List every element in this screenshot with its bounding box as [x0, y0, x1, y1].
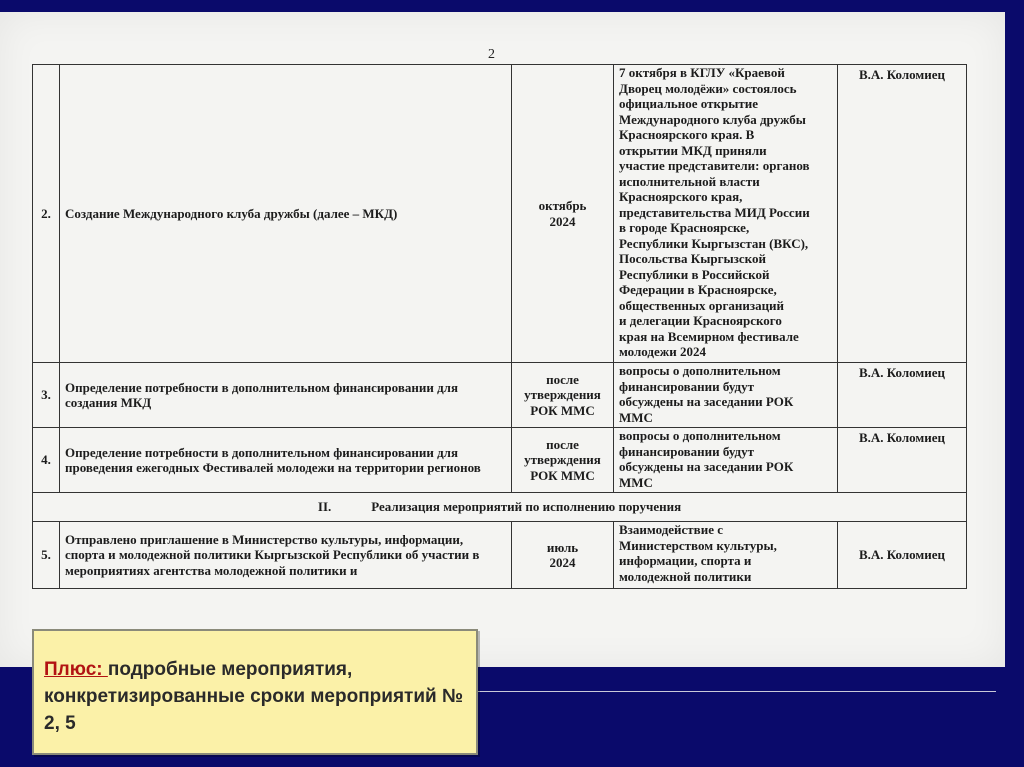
result-line: и делегации Красноярского: [619, 313, 782, 328]
term-line: утверждения: [524, 387, 601, 403]
table-row: [33, 522, 967, 589]
row-number: 4.: [33, 428, 60, 493]
result-line: информации, спорта и: [619, 553, 752, 568]
result-line: ММС: [619, 474, 653, 490]
section-title: Реализация мероприятий по исполнению поручения: [371, 499, 682, 515]
section-header: [33, 493, 967, 522]
result-line: 7 октября в КГЛУ «Краевой: [619, 65, 785, 80]
result-line: Международного клуба дружбы: [619, 111, 806, 127]
row-number: 5.: [33, 522, 60, 589]
result-cell: [614, 363, 838, 428]
table-row: [33, 363, 967, 428]
result-line: открытии МКД приняли: [619, 142, 767, 158]
event-cell: Определение потребности в дополнительном финансировании для проведения ежегодных Фестивалей молодежи на территории регионов: [60, 428, 512, 493]
result-line: исполнительной власти: [619, 173, 760, 189]
event-cell: Отправлено приглашение в Министерство культуры, информации, спорта и молодежной политики Кыргызской Республики об участии в мероприятиях агентства молодежной политики и: [60, 522, 512, 589]
result-line: Федерации в Красноярске,: [619, 282, 777, 297]
page-number: 2: [488, 47, 495, 62]
term-line: июль: [546, 539, 579, 555]
responsible-cell: В.А. Коломиец: [838, 363, 967, 428]
term-line: 2024: [549, 555, 576, 570]
result-line: Дворец молодёжи» состоялось: [619, 80, 797, 96]
result-line: Республики в Российской: [619, 266, 770, 282]
term-line: октябрь: [538, 198, 587, 213]
result-line: финансировании будут: [619, 443, 755, 459]
result-line: Республики Кыргызстан (ВКС),: [619, 235, 809, 251]
term-line: РОК ММС: [530, 402, 595, 418]
section-header-row: [33, 493, 967, 522]
result-line: Взаимодействие с: [619, 522, 723, 537]
result-line: Красноярского края. В: [619, 127, 755, 142]
result-line: в городе Красноярске,: [619, 220, 750, 235]
term-line: утверждения: [524, 452, 601, 468]
comment-body: подробные мероприятия, конкретизированные сроки мероприятий № 2, 5: [44, 659, 464, 734]
table-row: [33, 428, 967, 493]
term-cell: [512, 65, 614, 363]
term-line: после: [546, 371, 579, 387]
row-number: 2.: [33, 65, 60, 363]
result-line: края на Всемирном фестивале: [619, 328, 799, 344]
result-line: Посольства Кыргызской: [619, 251, 766, 266]
event-cell: Создание Международного клуба дружбы (далее – МКД): [60, 65, 512, 363]
result-cell: [614, 522, 838, 589]
result-line: Красноярского края,: [619, 189, 743, 204]
term-cell: [512, 428, 614, 493]
comment-text: [44, 656, 464, 737]
result-line: молодежи 2024: [619, 344, 706, 359]
result-line: представительства МИД России: [619, 204, 810, 220]
term-line: 2024: [549, 213, 576, 229]
term-line: РОК ММС: [530, 467, 595, 483]
plan-table: [32, 64, 967, 589]
result-line: Министерством культуры,: [619, 537, 777, 553]
term-cell: [512, 522, 614, 589]
result-line: общественных организаций: [619, 297, 785, 313]
row-number: 3.: [33, 363, 60, 428]
result-cell: [614, 428, 838, 493]
table-row: [33, 65, 967, 363]
result-cell: [614, 65, 838, 363]
result-line: вопросы о дополнительном: [619, 363, 781, 378]
comment-box: [32, 629, 478, 755]
result-line: официальное открытие: [619, 96, 758, 111]
responsible-cell: В.А. Коломиец: [838, 65, 967, 363]
result-line: вопросы о дополнительном: [619, 428, 781, 443]
result-line: молодежной политики: [619, 568, 752, 584]
term-cell: [512, 363, 614, 428]
result-line: участие представители: органов: [619, 158, 810, 173]
result-line: обсуждены на заседании РОК: [619, 459, 794, 474]
result-line: финансировании будут: [619, 378, 755, 394]
responsible-cell: В.А. Коломиец: [838, 522, 967, 589]
term-line: после: [546, 436, 579, 452]
comment-label: Плюс:: [44, 659, 108, 680]
result-line: обсуждены на заседании РОК: [619, 394, 794, 409]
result-line: ММС: [619, 409, 653, 425]
section-numeral: II.: [317, 499, 332, 515]
event-cell: Определение потребности в дополнительном финансировании для создания МКД: [60, 363, 512, 428]
responsible-cell: В.А. Коломиец: [838, 428, 967, 493]
